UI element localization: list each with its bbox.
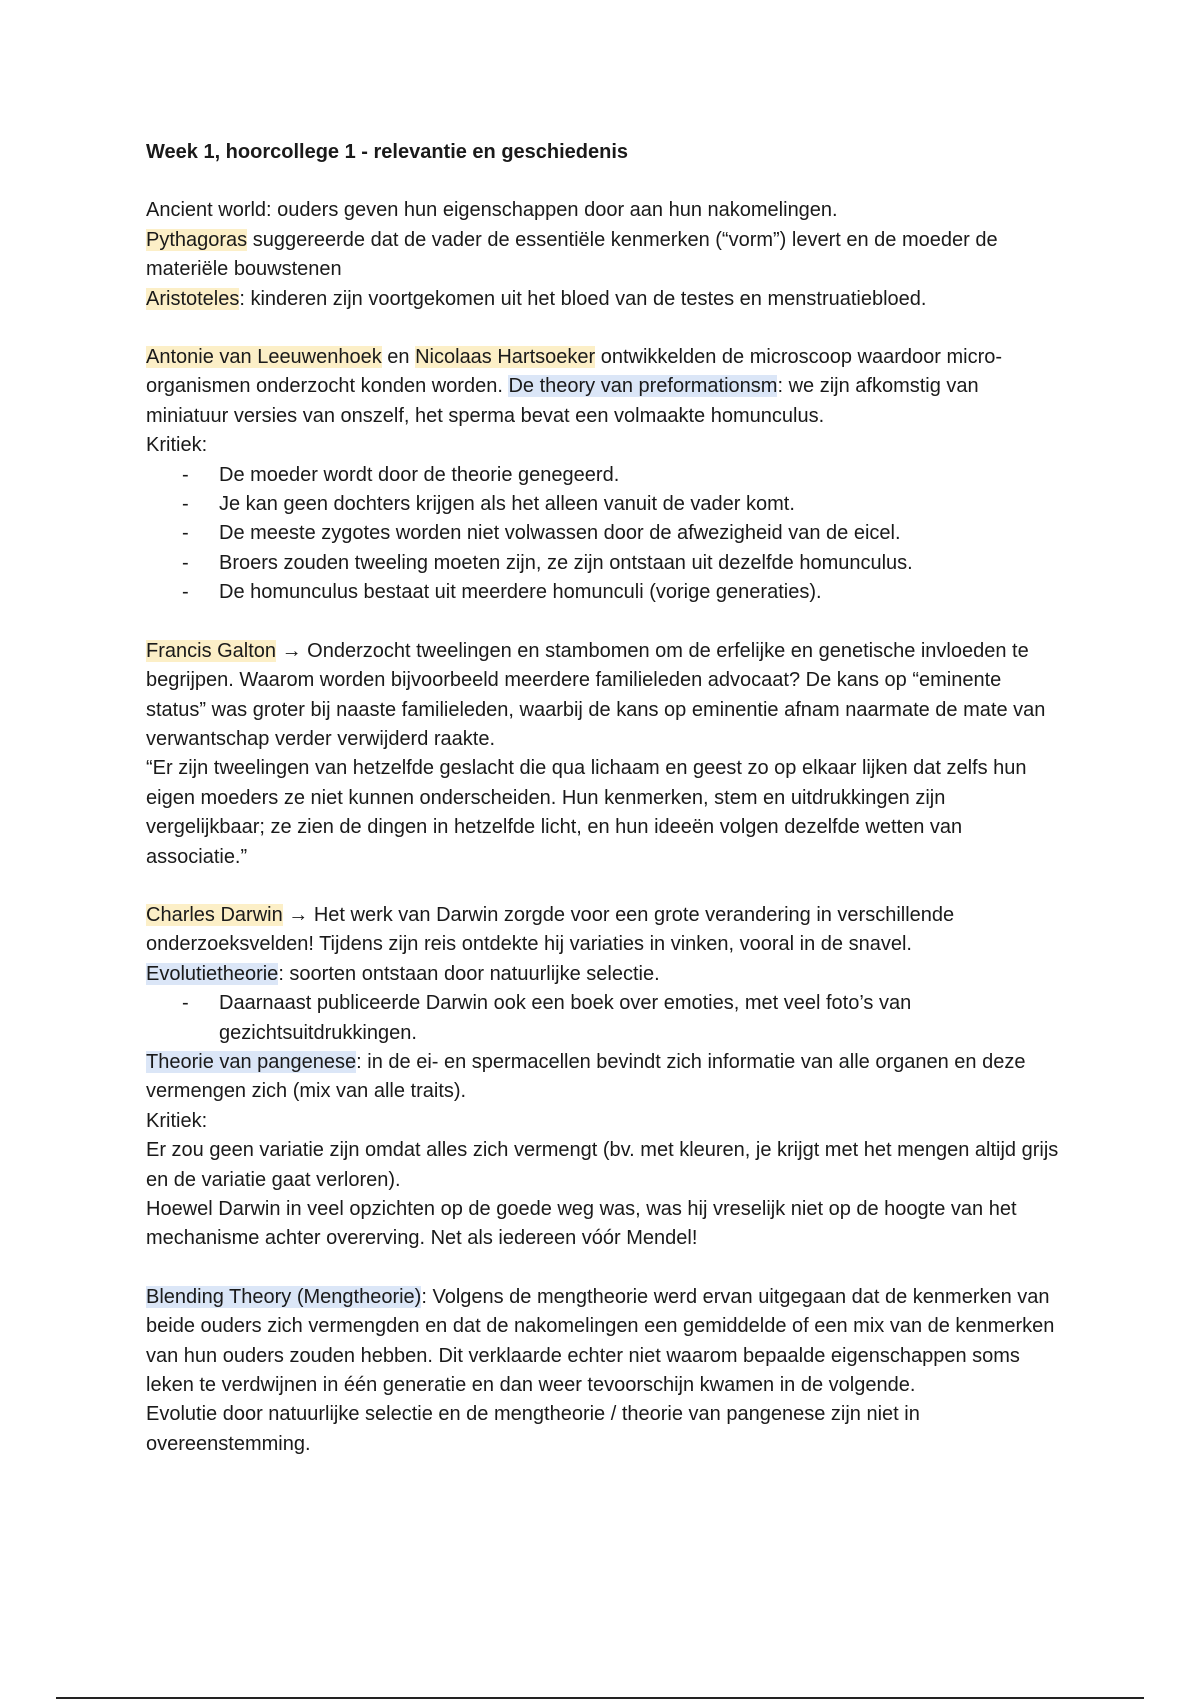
- kritiek-list: [146, 461, 1066, 608]
- kritiek-label: Kritiek:: [146, 434, 208, 457]
- kritiek-variation-paragraph: Er zou geen variatie zijn omdat alles zich vermengt (bv. met kleuren, je krijgt met het mengen altijd grijs en de variatie gaat verloren).: [146, 1139, 1059, 1191]
- darwin-paragraph: [146, 901, 1066, 960]
- conclusion-paragraph: Evolutie door natuurlijke selectie en de mengtheorie / theorie van pangenese zijn niet in overeenstemming.: [146, 1403, 920, 1455]
- darwin-list: [146, 989, 1066, 1048]
- galton-paragraph: [146, 637, 1066, 755]
- highlight-aristoteles: Aristoteles: [146, 287, 240, 310]
- evolution-text: : soorten ontstaan door natuurlijke selectie.: [278, 962, 660, 985]
- kritiek-label: Kritiek:: [146, 1109, 208, 1132]
- blending-text: : Volgens de mengtheorie werd ervan uitgegaan dat de kenmerken van beide ouders zich vermengden en dat de nakomelingen een gemiddelde of een mix van de kenmerken van hun ouders zouden hebben. Dit verklaarde echter niet waarom bepaalde eigenschappen soms leken te verdwijnen in één generatie en dan weer tevoorschijn kwamen in de volgende.: [146, 1285, 1055, 1397]
- pythagoras-text: suggereerde dat de vader de essentiële kenmerken (“vorm”) levert en de moeder de materiële bouwstenen: [146, 228, 998, 281]
- list-item: - De moeder wordt door de theorie genegeerd.: [146, 461, 1066, 490]
- list-item: - Je kan geen dochters krijgen als het alleen vanuit de vader komt.: [146, 490, 1066, 519]
- microscope-text: ontwikkelden de microscoop waardoor micro-organismen onderzocht konden worden.: [146, 346, 1003, 398]
- highlight-pangenese: Theorie van pangenese: [146, 1050, 357, 1073]
- pythagoras-paragraph: [146, 226, 1066, 285]
- aristoteles-text: : kinderen zijn voortgekomen uit het bloed van de testes en menstruatiebloed.: [239, 287, 927, 310]
- highlight-darwin: Charles Darwin: [146, 903, 283, 926]
- pangenese-paragraph: [146, 1048, 1066, 1107]
- dash-bullet: -: [182, 493, 189, 516]
- highlight-hartsoeker: Nicolaas Hartsoeker: [415, 346, 596, 369]
- dash-bullet: -: [182, 581, 189, 604]
- microscope-paragraph: [146, 343, 1066, 431]
- list-item: - De meeste zygotes worden niet volwassen door de afwezigheid van de eicel.: [146, 519, 1066, 548]
- galton-quote: “Er zijn tweelingen van hetzelfde geslacht die qua lichaam en geest zo op elkaar lijken dat zelfs hun eigen moeders ze niet kunnen onderscheiden. Hun kenmerken, stem en uitdrukkingen zijn vergelijkbaar; ze zien de dingen in hetzelfde licht, en hun ideeën volgen dezelfde wetten van associatie.”: [146, 757, 1027, 868]
- list-item: - Daarnaast publiceerde Darwin ook een boek over emoties, met veel foto’s van gezichtsuitdrukkingen.: [146, 989, 1066, 1048]
- bottom-divider: [56, 1697, 1144, 1699]
- highlight-blending-theory: Blending Theory (Mengtheorie): [146, 1285, 422, 1308]
- list-item: - Broers zouden tweeling moeten zijn, ze zijn ontstaan uit dezelfde homunculus.: [146, 549, 1066, 578]
- page-title: Week 1, hoorcollege 1 - relevantie en geschiedenis: [146, 141, 629, 163]
- highlight-galton: Francis Galton: [146, 639, 277, 662]
- darwin-text: → Het werk van Darwin zorgde voor een grote verandering in verschillende onderzoeksvelden! Tijdens zijn reis ontdekte hij variaties in vinken, vooral in de snavel.: [146, 903, 955, 956]
- galton-text: → Onderzocht tweelingen en stambomen om de erfelijke en genetische invloeden te begrijpen. Waarom worden bijvoorbeeld meerdere familieleden advocaat? De kans op “eminente status” was groter bij naaste familieleden, waarbij de kans op eminentie afnam naarmate de mate van verwantschap verder verwijderd raakte.: [146, 639, 1046, 750]
- highlight-leeuwenhoek: Antonie van Leeuwenhoek: [146, 346, 382, 369]
- dash-bullet: -: [182, 551, 189, 574]
- kritiek-mendel-paragraph: Hoewel Darwin in veel opzichten op de goede weg was, was hij vreselijk niet op de hoogte van het mechanisme achter overerving. Net als iedereen vóór Mendel!: [146, 1198, 1017, 1250]
- dash-bullet: -: [182, 522, 189, 545]
- highlight-preformationism: De theory van preformationsm: [508, 375, 778, 398]
- document-body: [146, 138, 1066, 1459]
- evolution-paragraph: [146, 960, 1066, 989]
- blending-paragraph: [146, 1283, 1066, 1401]
- aristoteles-paragraph: [146, 285, 1066, 314]
- pangenese-text: : in de ei- en spermacellen bevindt zich informatie van alle organen en deze vermengen zich (mix van alle traits).: [146, 1050, 1026, 1103]
- highlight-evolutietheorie: Evolutietheorie: [146, 962, 279, 985]
- list-item: - De homunculus bestaat uit meerdere homunculi (vorige generaties).: [146, 578, 1066, 607]
- dash-bullet: -: [182, 463, 189, 486]
- conjunction-text: en: [381, 346, 416, 369]
- highlight-pythagoras: Pythagoras: [146, 228, 248, 251]
- ancient-world-paragraph: Ancient world: ouders geven hun eigenschappen door aan hun nakomelingen.: [146, 199, 838, 222]
- dash-bullet: -: [182, 992, 189, 1015]
- preformationism-text: : we zijn afkomstig van miniatuur versies van onszelf, het sperma bevat een volmaakte homunculus.: [146, 375, 979, 427]
